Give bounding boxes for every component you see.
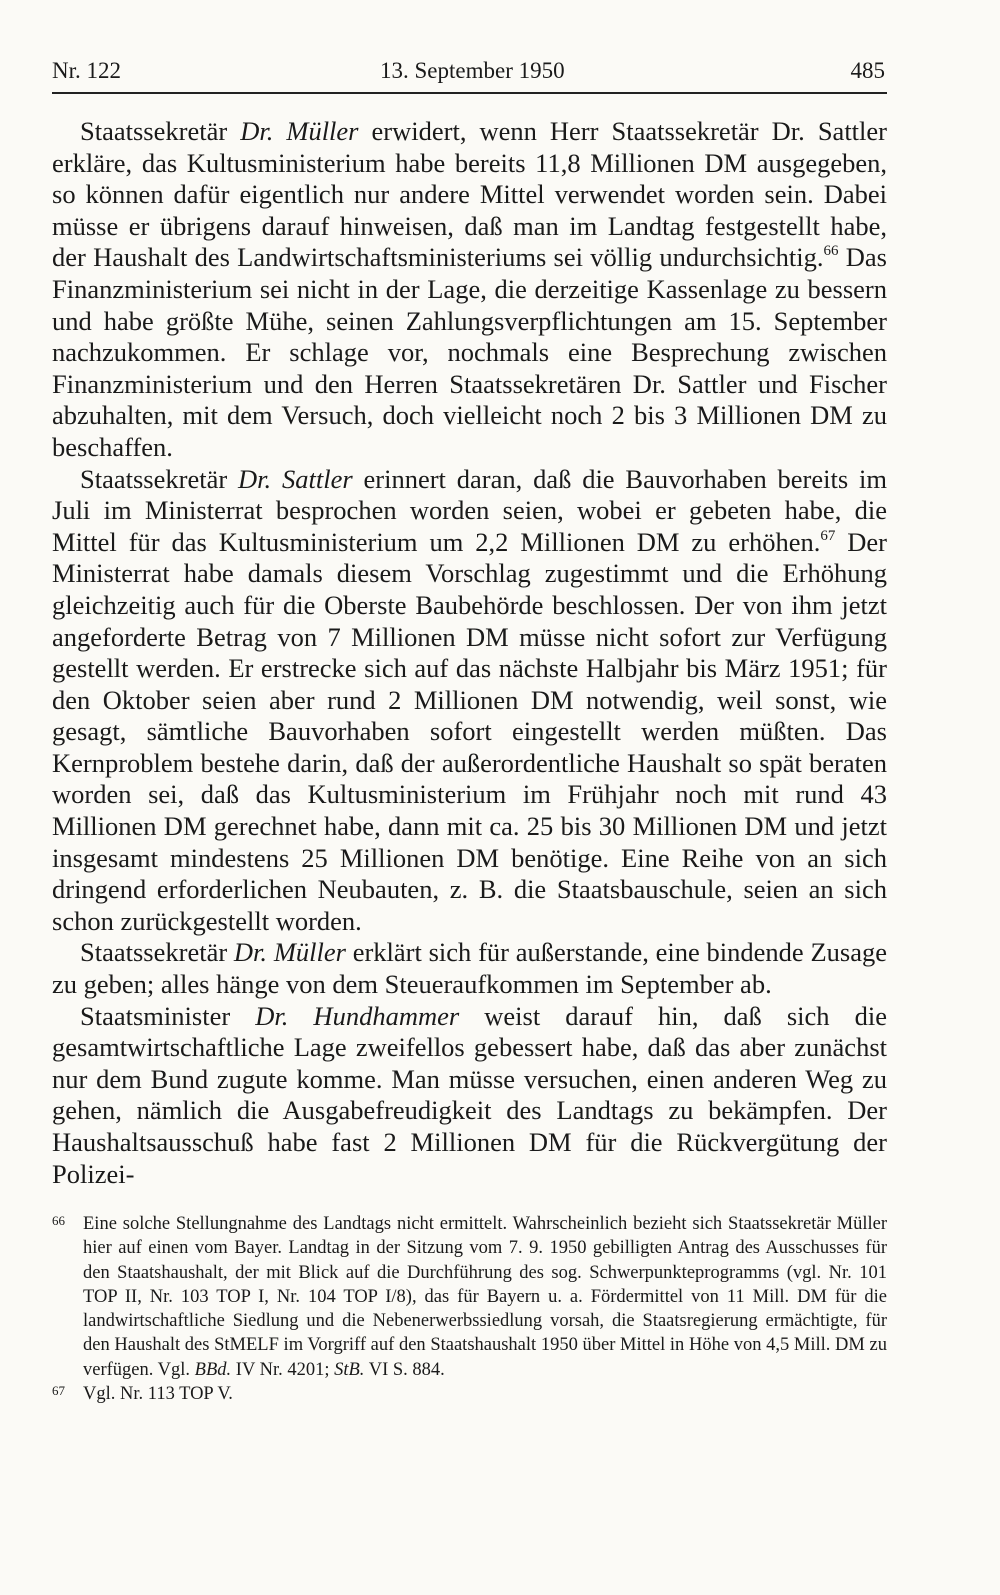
footnote-ref: 67 — [820, 527, 836, 544]
footnote-number: 67 — [52, 1383, 65, 1399]
text-run: Staatsminister — [80, 1000, 256, 1031]
text-run: erklärt sich für außerstande, eine bindende Zusage zu geben; alles hänge von dem Steueraufkommen im September ab. — [52, 937, 887, 1000]
italic-name: StB. — [334, 1359, 365, 1380]
footnote — [52, 1382, 887, 1406]
text-run: Staatssekretär — [80, 937, 234, 968]
italic-name: Dr. Müller — [233, 937, 346, 968]
italic-name: Dr. Hundhammer — [255, 1000, 460, 1031]
footnote-number: 66 — [52, 1213, 65, 1228]
footnotes — [52, 1212, 887, 1406]
page-number: 485 — [850, 58, 885, 83]
paragraph — [52, 937, 887, 1000]
text-run: weist darauf hin, daß sich die gesamtwirtschaftliche Lage zweifellos gebessert habe, daß das aber zunächst nur dem Bund zugute komme. Man müsse versuchen, einen anderen Weg zu gehen, nämlich die Ausgabefreudigkeit des Landtags zu bekämpfen. Der Haushaltsausschuß habe fast 2 Millionen DM für die Rückvergütung der Polizei- — [52, 1000, 888, 1189]
text-run: Vgl. Nr. 113 TOP V. — [83, 1384, 233, 1405]
italic-name: Dr. Müller — [240, 116, 359, 146]
header-date: 13. September 1950 — [380, 58, 565, 83]
text-run: erinnert daran, daß die Bauvorhaben bereits im Juli im Ministerrat besprochen worden seien, wobei er gebeten habe, die Mittel für das Kultusministerium um 2,2 Millionen DM zu erhöhen. — [52, 463, 887, 557]
text-run: Staatssekretär — [80, 116, 241, 146]
text-run: Staatssekretär — [80, 463, 239, 494]
document-number: Nr. 122 — [52, 58, 121, 83]
text-run: IV Nr. 4201; — [231, 1359, 335, 1380]
paragraph — [52, 116, 887, 464]
paragraph — [52, 464, 887, 938]
text-run: erwidert, wenn Herr Staatssekretär Dr. Sattler erkläre, das Kultusministerium habe bereits 11,8 Millionen DM ausgegeben, so können dafür eigentlich nur andere Mittel verwendet worden sein. Dabei müsse er übrigens darauf hinweisen, daß man im Landtag festgestellt habe, der Haushalt des Landwirtschaftsministeriums sei völlig undurchsichtig. — [52, 116, 887, 273]
main-text — [52, 116, 887, 1190]
footnote — [52, 1212, 887, 1382]
text-run: VI S. 884. — [364, 1359, 445, 1380]
paragraph — [52, 1001, 887, 1191]
footnote-ref: 66 — [823, 243, 839, 260]
text-run: Das Finanzministerium sei nicht in der Lage, die derzeitige Kassenlage zu bessern und habe größte Mühe, seinen Zahlungsverpflichtungen am 15. September nachzukommen. Er schlage vor, nochmals eine Besprechung zwischen Finanzministerium und den Herren Staatssekretären Dr. Sattler und Fischer abzuhalten, mit dem Versuch, doch vielleicht noch 2 bis 3 Millionen DM zu beschaffen. — [52, 242, 888, 462]
text-run: Der Ministerrat habe damals diesem Vorschlag zugestimmt und die Erhöhung gleichzeitig auch für die Oberste Baubehörde beschlossen. Der von ihm jetzt angeforderte Betrag von 7 Millionen DM müsse nicht sofort zur Verfügung gestellt werden. Er erstrecke sich auf das nächste Halbjahr bis März 1951; für den Oktober seien aber rund 2 Millionen DM notwendig, weil sonst, wie gesagt, sämtliche Bauvorhaben sofort eingestellt werden müßten. Das Kernproblem bestehe darin, daß der außerordentliche Haushalt so spät beraten worden sei, daß das Kultusministerium im Frühjahr noch mit rund 43 Millionen DM gerechnet habe, dann mit ca. 25 bis 30 Millionen DM und jetzt insgesamt mindestens 25 Millionen DM benötige. Eine Reihe von an sich dringend erforderlichen Neubauten, z. B. die Staatsbauschule, seien an sich schon zurückgestellt worden. — [52, 526, 887, 936]
italic-name: Dr. Sattler — [238, 463, 353, 494]
italic-name: BBd. — [194, 1359, 232, 1380]
running-header — [52, 52, 887, 94]
text-run: Eine solche Stellungnahme des Landtags nicht ermittelt. Wahrscheinlich bezieht sich Staatssekretär Müller hier auf einen vom Bayer. Landtag in der Sitzung vom 7. 9. 1950 gebilligten Antrag des Ausschusses für den Staatshaushalt, der mit Blick auf die Durchführung des sog. Schwerpunkteprogramms (vgl. Nr. 101 TOP II, Nr. 103 TOP I, Nr. 104 TOP I/8), das für Bayern u. a. Fördermittel von 11 Mill. DM für die landwirtschaftliche Siedlung und die Nebenerwerbssiedlung vorsah, die Staatsregierung ermächtigte, für den Haushalt des StMELF im Vorgriff auf den Staatshaushalt 1950 über Mittel in Höhe von 4,5 Mill. DM zu verfügen. Vgl. — [83, 1214, 887, 1380]
